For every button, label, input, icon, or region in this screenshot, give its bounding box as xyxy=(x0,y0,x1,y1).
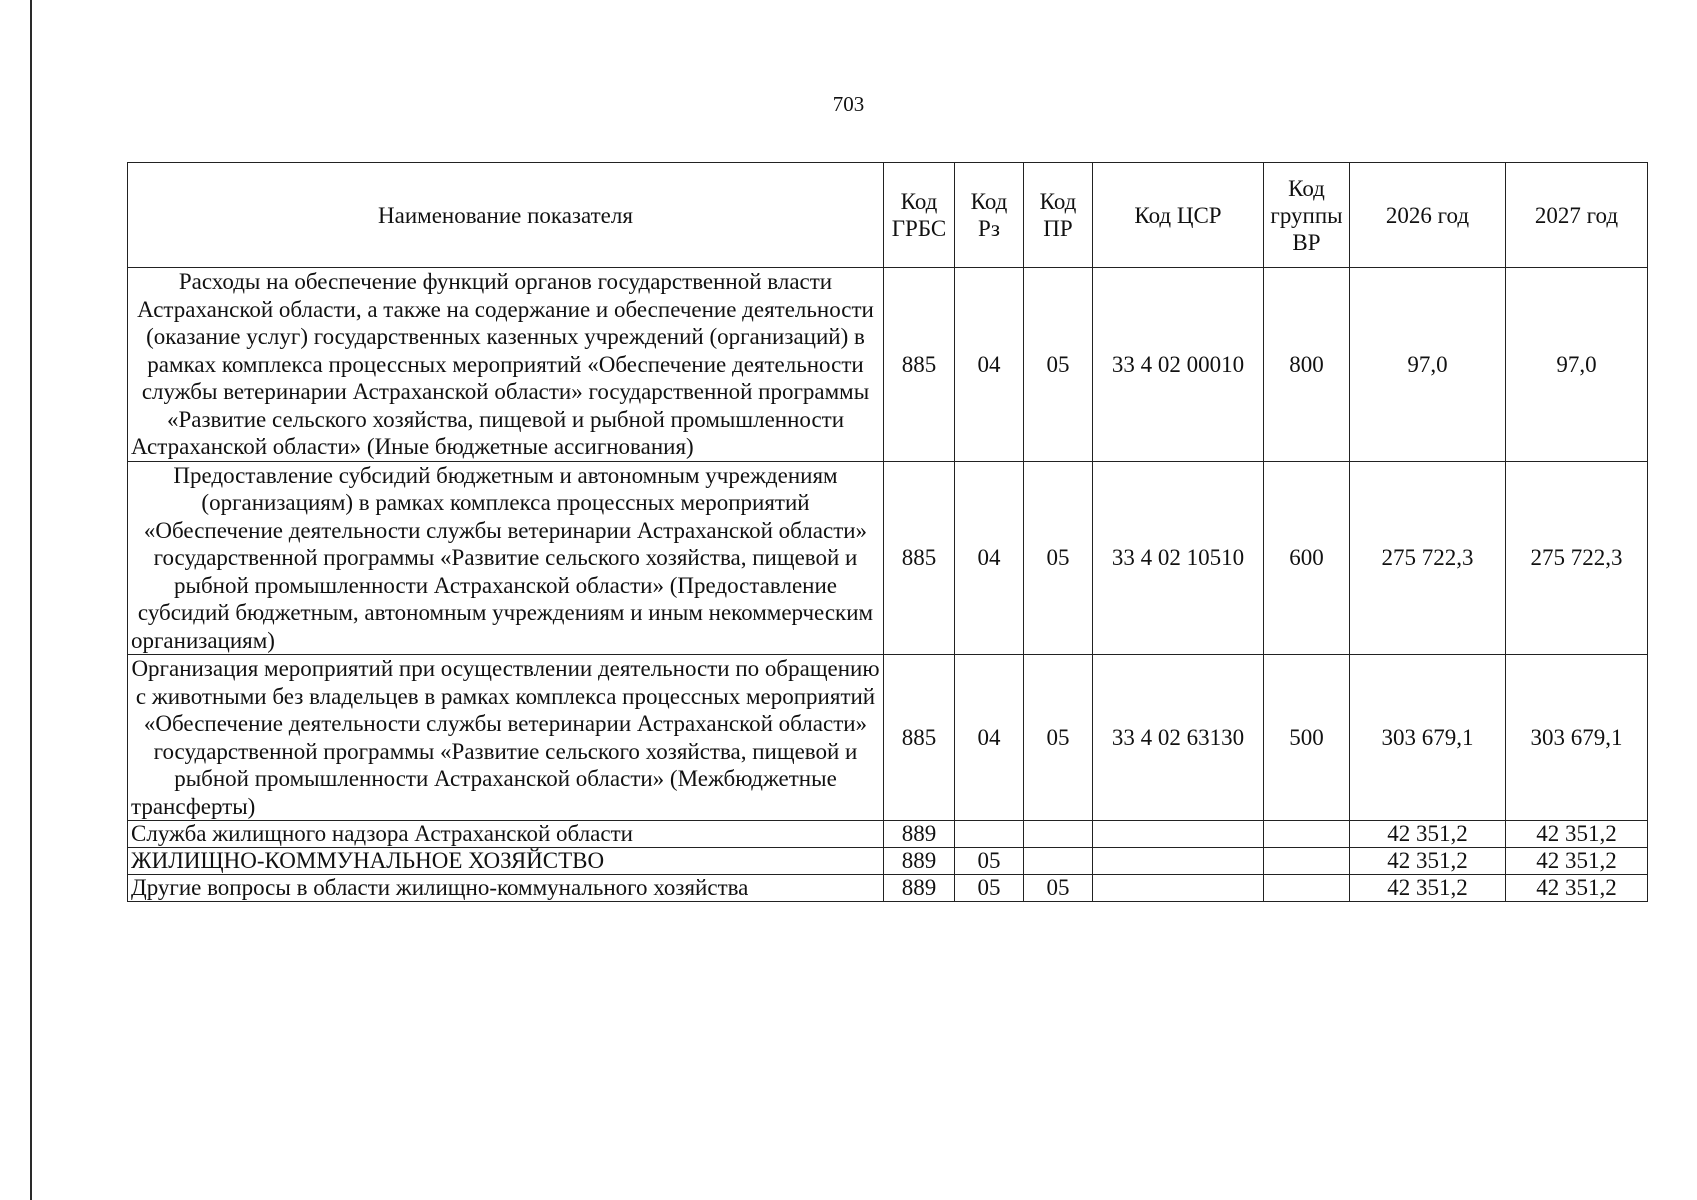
row-vr xyxy=(1264,848,1350,875)
row-name: Служба жилищного надзора Астраханской области xyxy=(128,821,884,848)
header-rz: Код Рз xyxy=(955,163,1024,268)
header-pr: Код ПР xyxy=(1024,163,1093,268)
row-csr: 33 4 02 63130 xyxy=(1093,655,1264,821)
row-2027: 42 351,2 xyxy=(1506,821,1648,848)
header-grbs: Код ГРБС xyxy=(884,163,955,268)
table-row xyxy=(128,848,1648,875)
row-grbs: 889 xyxy=(884,875,955,902)
page-number: 703 xyxy=(832,92,865,116)
row-pr: 05 xyxy=(1024,461,1093,655)
row-csr xyxy=(1093,848,1264,875)
row-name: Другие вопросы в области жилищно-коммунального хозяйства xyxy=(128,875,884,902)
header-2026: 2026 год xyxy=(1350,163,1506,268)
row-rz: 05 xyxy=(955,875,1024,902)
row-2027: 275 722,3 xyxy=(1506,461,1648,655)
row-grbs: 885 xyxy=(884,268,955,462)
row-pr xyxy=(1024,821,1093,848)
row-vr: 500 xyxy=(1264,655,1350,821)
table-row xyxy=(128,875,1648,902)
table-row xyxy=(128,461,1648,655)
row-pr: 05 xyxy=(1024,655,1093,821)
row-rz: 05 xyxy=(955,848,1024,875)
row-rz: 04 xyxy=(955,461,1024,655)
row-grbs: 885 xyxy=(884,461,955,655)
row-2026: 42 351,2 xyxy=(1350,821,1506,848)
row-pr: 05 xyxy=(1024,268,1093,462)
row-2026: 42 351,2 xyxy=(1350,875,1506,902)
row-vr: 600 xyxy=(1264,461,1350,655)
row-csr: 33 4 02 00010 xyxy=(1093,268,1264,462)
row-2027: 303 679,1 xyxy=(1506,655,1648,821)
row-name: Расходы на обеспечение функций органов государственной власти Астраханской области, а также на содержание и обеспечение деятельности (оказание услуг) государственных казенных учреждений (организаций) в рамках комплекса процессных мероприятий «Обеспечение деятельности службы ветеринарии Астраханской области» государственной программы «Развитие сельского хозяйства, пищевой и рыбной промышленности Астраханской области» (Иные бюджетные ассигнования) xyxy=(128,268,884,462)
row-2026: 42 351,2 xyxy=(1350,848,1506,875)
page-left-border xyxy=(30,0,32,1200)
table-header-row xyxy=(128,163,1648,268)
row-csr xyxy=(1093,821,1264,848)
header-csr: Код ЦСР xyxy=(1093,163,1264,268)
row-vr xyxy=(1264,875,1350,902)
header-vr: Код группы ВР xyxy=(1264,163,1350,268)
row-grbs: 889 xyxy=(884,821,955,848)
row-rz: 04 xyxy=(955,655,1024,821)
row-name: ЖИЛИЩНО-КОММУНАЛЬНОЕ ХОЗЯЙСТВО xyxy=(128,848,884,875)
row-2027: 42 351,2 xyxy=(1506,875,1648,902)
table-row xyxy=(128,268,1648,462)
row-vr xyxy=(1264,821,1350,848)
table-row xyxy=(128,655,1648,821)
row-2026: 303 679,1 xyxy=(1350,655,1506,821)
row-csr: 33 4 02 10510 xyxy=(1093,461,1264,655)
row-name: Предоставление субсидий бюджетным и автономным учреждениям (организациям) в рамках комплекса процессных мероприятий «Обеспечение деятельности службы ветеринарии Астраханской области» государственной программы «Развитие сельского хозяйства, пищевой и рыбной промышленности Астраханской области» (Предоставление субсидий бюджетным, автономным учреждениям и иным некоммерческим организациям) xyxy=(128,461,884,655)
table-row xyxy=(128,821,1648,848)
row-grbs: 885 xyxy=(884,655,955,821)
row-vr: 800 xyxy=(1264,268,1350,462)
row-2027: 42 351,2 xyxy=(1506,848,1648,875)
budget-table xyxy=(127,162,1648,902)
row-pr xyxy=(1024,848,1093,875)
row-name: Организация мероприятий при осуществлении деятельности по обращению с животными без владельцев в рамках комплекса процессных мероприятий «Обеспечение деятельности службы ветеринарии Астраханской области» государственной программы «Развитие сельского хозяйства, пищевой и рыбной промышленности Астраханской области» (Межбюджетные трансферты) xyxy=(128,655,884,821)
row-2026: 275 722,3 xyxy=(1350,461,1506,655)
row-rz xyxy=(955,821,1024,848)
row-2026: 97,0 xyxy=(1350,268,1506,462)
row-csr xyxy=(1093,875,1264,902)
header-name: Наименование показателя xyxy=(128,163,884,268)
row-grbs: 889 xyxy=(884,848,955,875)
row-2027: 97,0 xyxy=(1506,268,1648,462)
row-pr: 05 xyxy=(1024,875,1093,902)
row-rz: 04 xyxy=(955,268,1024,462)
header-2027: 2027 год xyxy=(1506,163,1648,268)
